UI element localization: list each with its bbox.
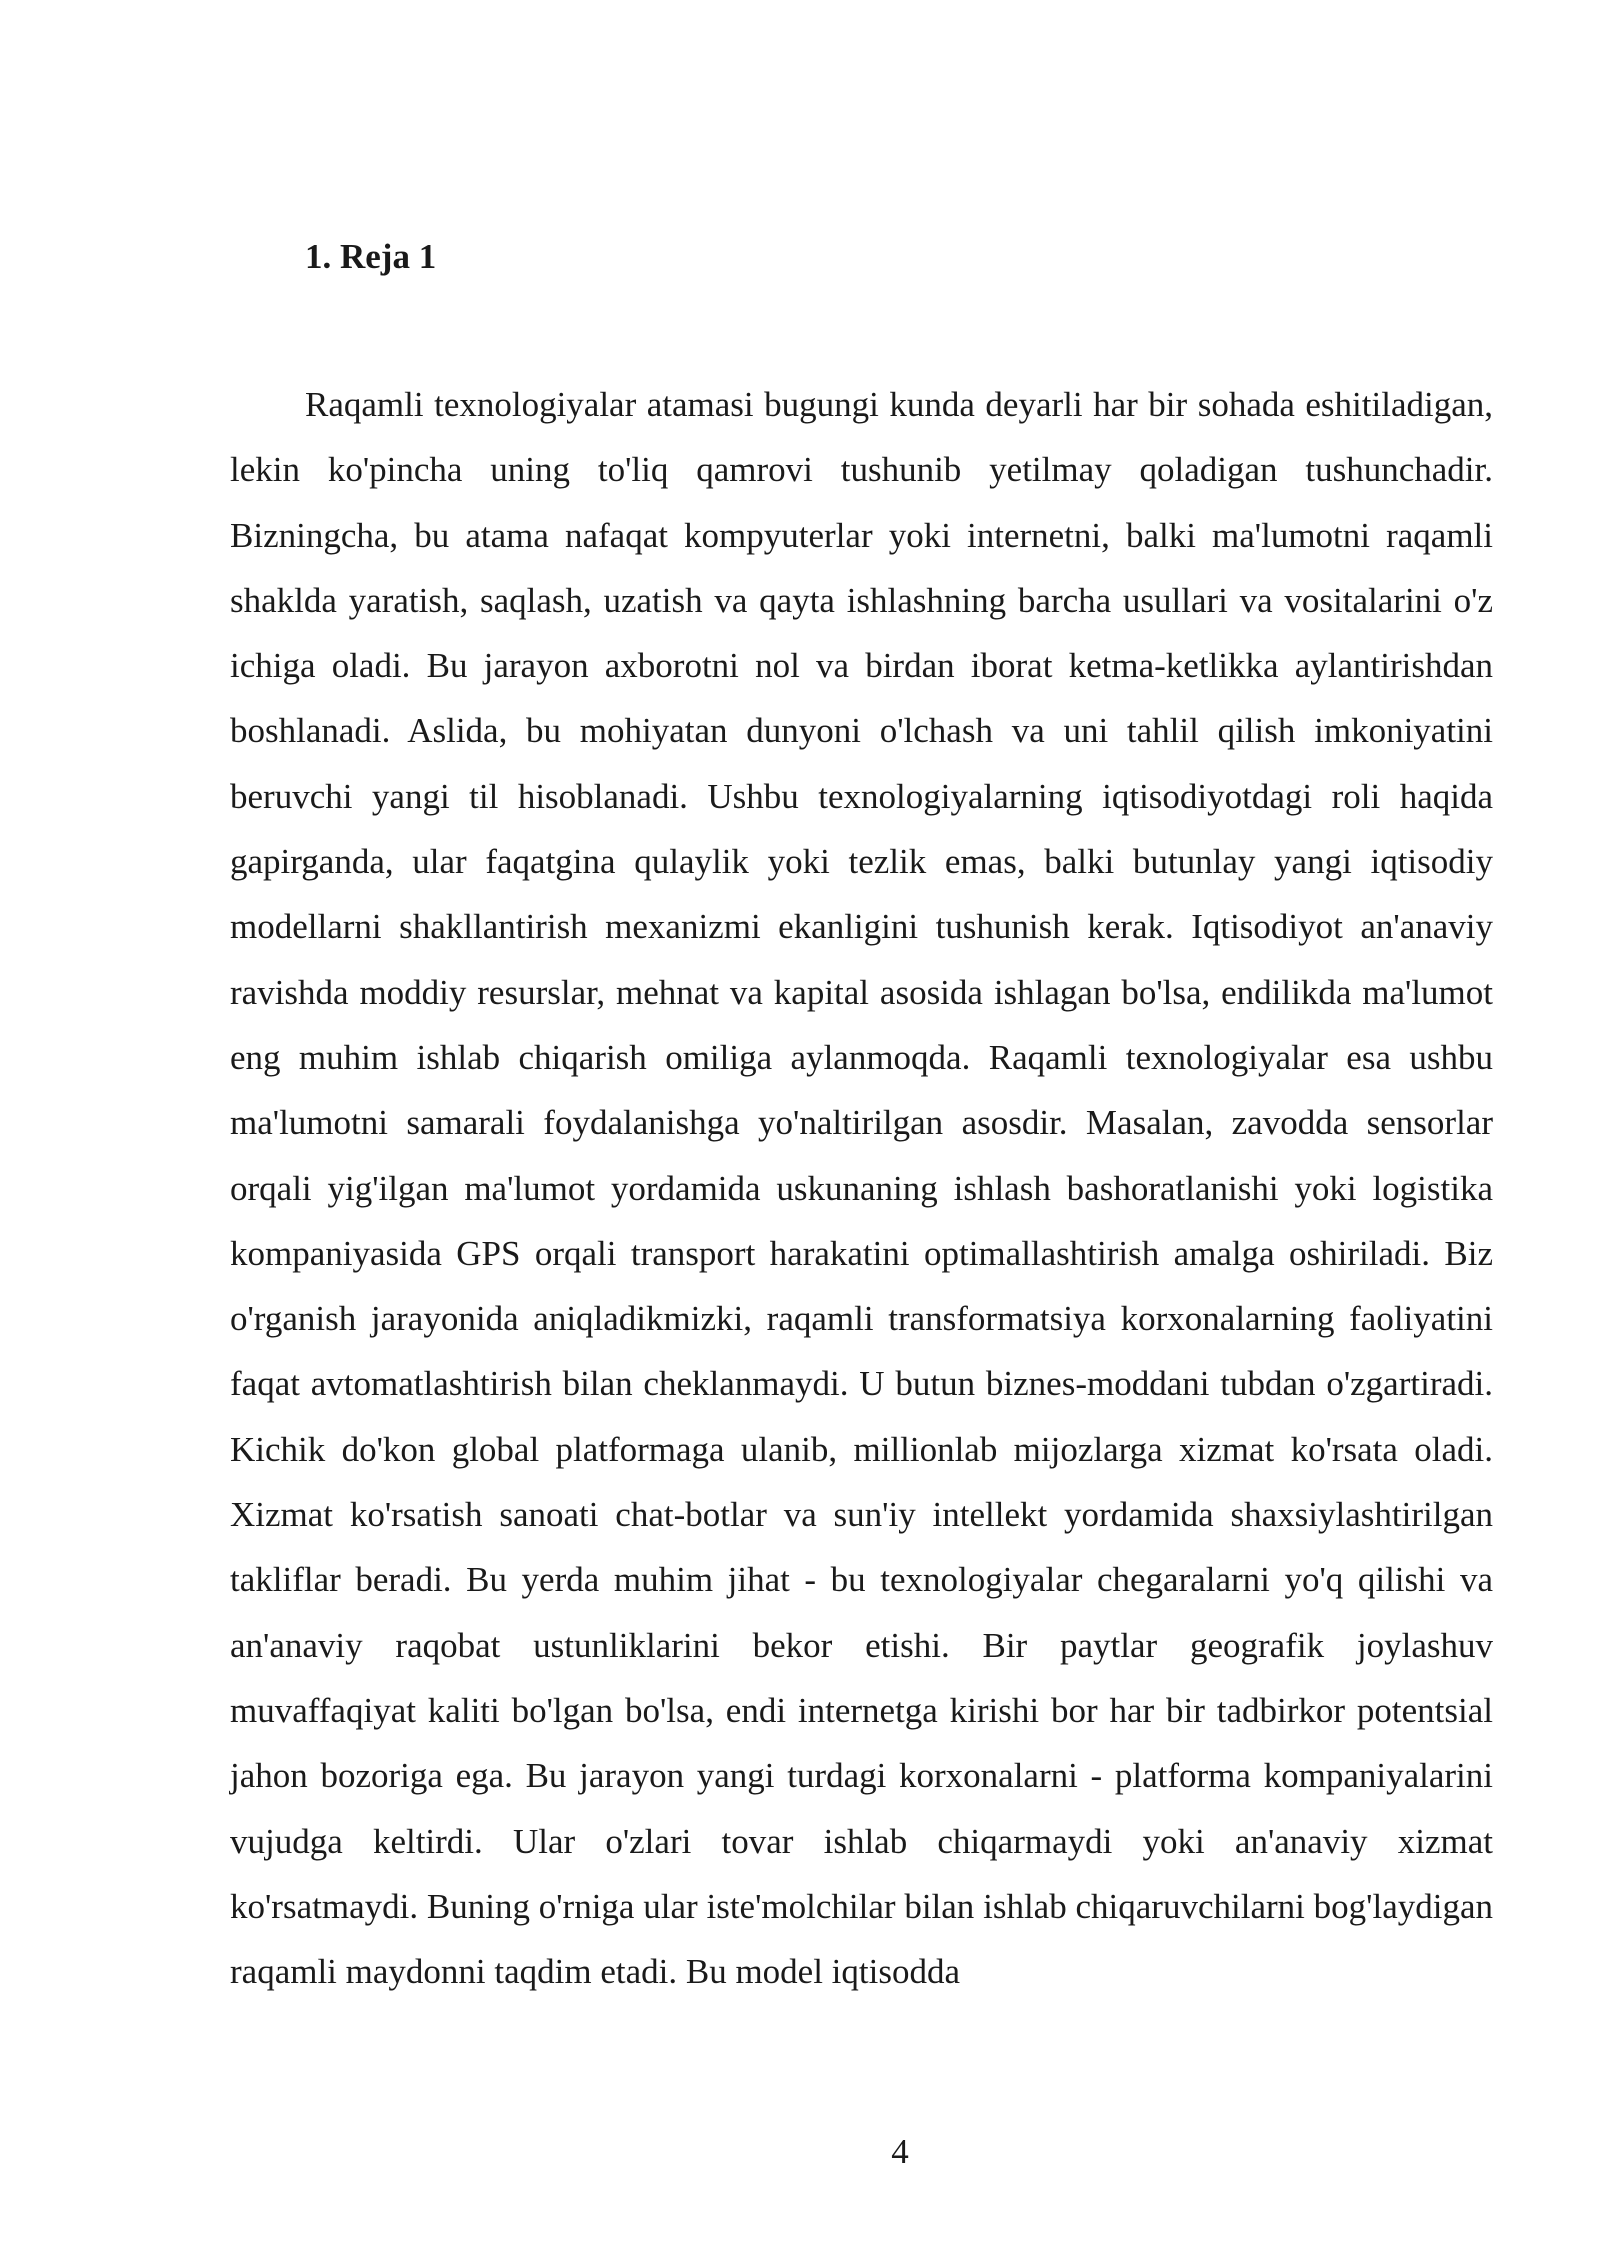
section-heading: 1. Reja 1 (305, 237, 437, 276)
page-number-container (0, 2130, 1600, 2174)
body-paragraph: Raqamli texnologiyalar atamasi bugungi kunda deyarli har bir sohada eshitiladigan, lekin ko'pincha uning to'liq qamrovi tushunib yetilmay qoladigan tushunchadir. Bizningcha, bu atama nafaqat kompyuterlar yoki internetni, balki ma'lumotni raqamli shaklda yaratish, saqlash, uzatish va qayta ishlashning barcha usullari va vositalarini o'z ichiga oladi. Bu jarayon axborotni nol va birdan iborat ketma-ketlikka aylantirishdan boshlanadi. Aslida, bu mohiyatan dunyoni o'lchash va uni tahlil qilish imkoniyatini beruvchi yangi til hisoblanadi. Ushbu texnologiyalarning iqtisodiyotdagi roli haqida gapirganda, ular faqatgina qulaylik yoki tezlik emas, balki butunlay yangi iqtisodiy modellarni shakllantirish mexanizmi ekanligini tushunish kerak. Iqtisodiyot an'anaviy ravishda moddiy resurslar, mehnat va kapital asosida ishlagan bo'lsa, endilikda ma'lumot eng muhim ishlab chiqarish omiliga aylanmoqda. Raqamli texnologiyalar esa ushbu ma'lumotni samarali foydalanishga yo'naltirilgan asosdir. Masalan, zavodda sensorlar orqali yig'ilgan ma'lumot yordamida uskunaning ishlash bashoratlanishi yoki logistika kompaniyasida GPS orqali transport harakatini optimallashtirish amalga oshiriladi. Biz o'rganish jarayonida aniqladikmizki, raqamli transformatsiya korxonalarning faoliyatini faqat avtomatlashtirish bilan cheklanmaydi. U butun biznes-moddani tubdan o'zgartiradi. Kichik do'kon global platformaga ulanib, millionlab mijozlarga xizmat ko'rsata oladi. Xizmat ko'rsatish sanoati chat-botlar va sun'iy intellekt yordamida shaxsiylashtirilgan takliflar beradi. Bu yerda muhim jihat - bu texnologiyalar chegaralarni yo'q qilishi va an'anaviy raqobat ustunliklarini bekor etishi. Bir paytlar geografik joylashuv muvaffaqiyat kaliti bo'lgan bo'lsa, endi internetga kirishi bor har bir tadbirkor potentsial jahon bozoriga ega. Bu jarayon yangi turdagi korxonalarni - platforma kompaniyalarini vujudga keltirdi. Ular o'zlari tovar ishlab chiqarmaydi yoki an'anaviy xizmat ko'rsatmaydi. Buning o'rniga ular iste'molchilar bilan ishlab chiqaruvchilarni bog'laydigan raqamli maydonni taqdim etadi. Bu model iqtisodda (230, 385, 1493, 1992)
page-number: 4 (891, 2132, 909, 2171)
